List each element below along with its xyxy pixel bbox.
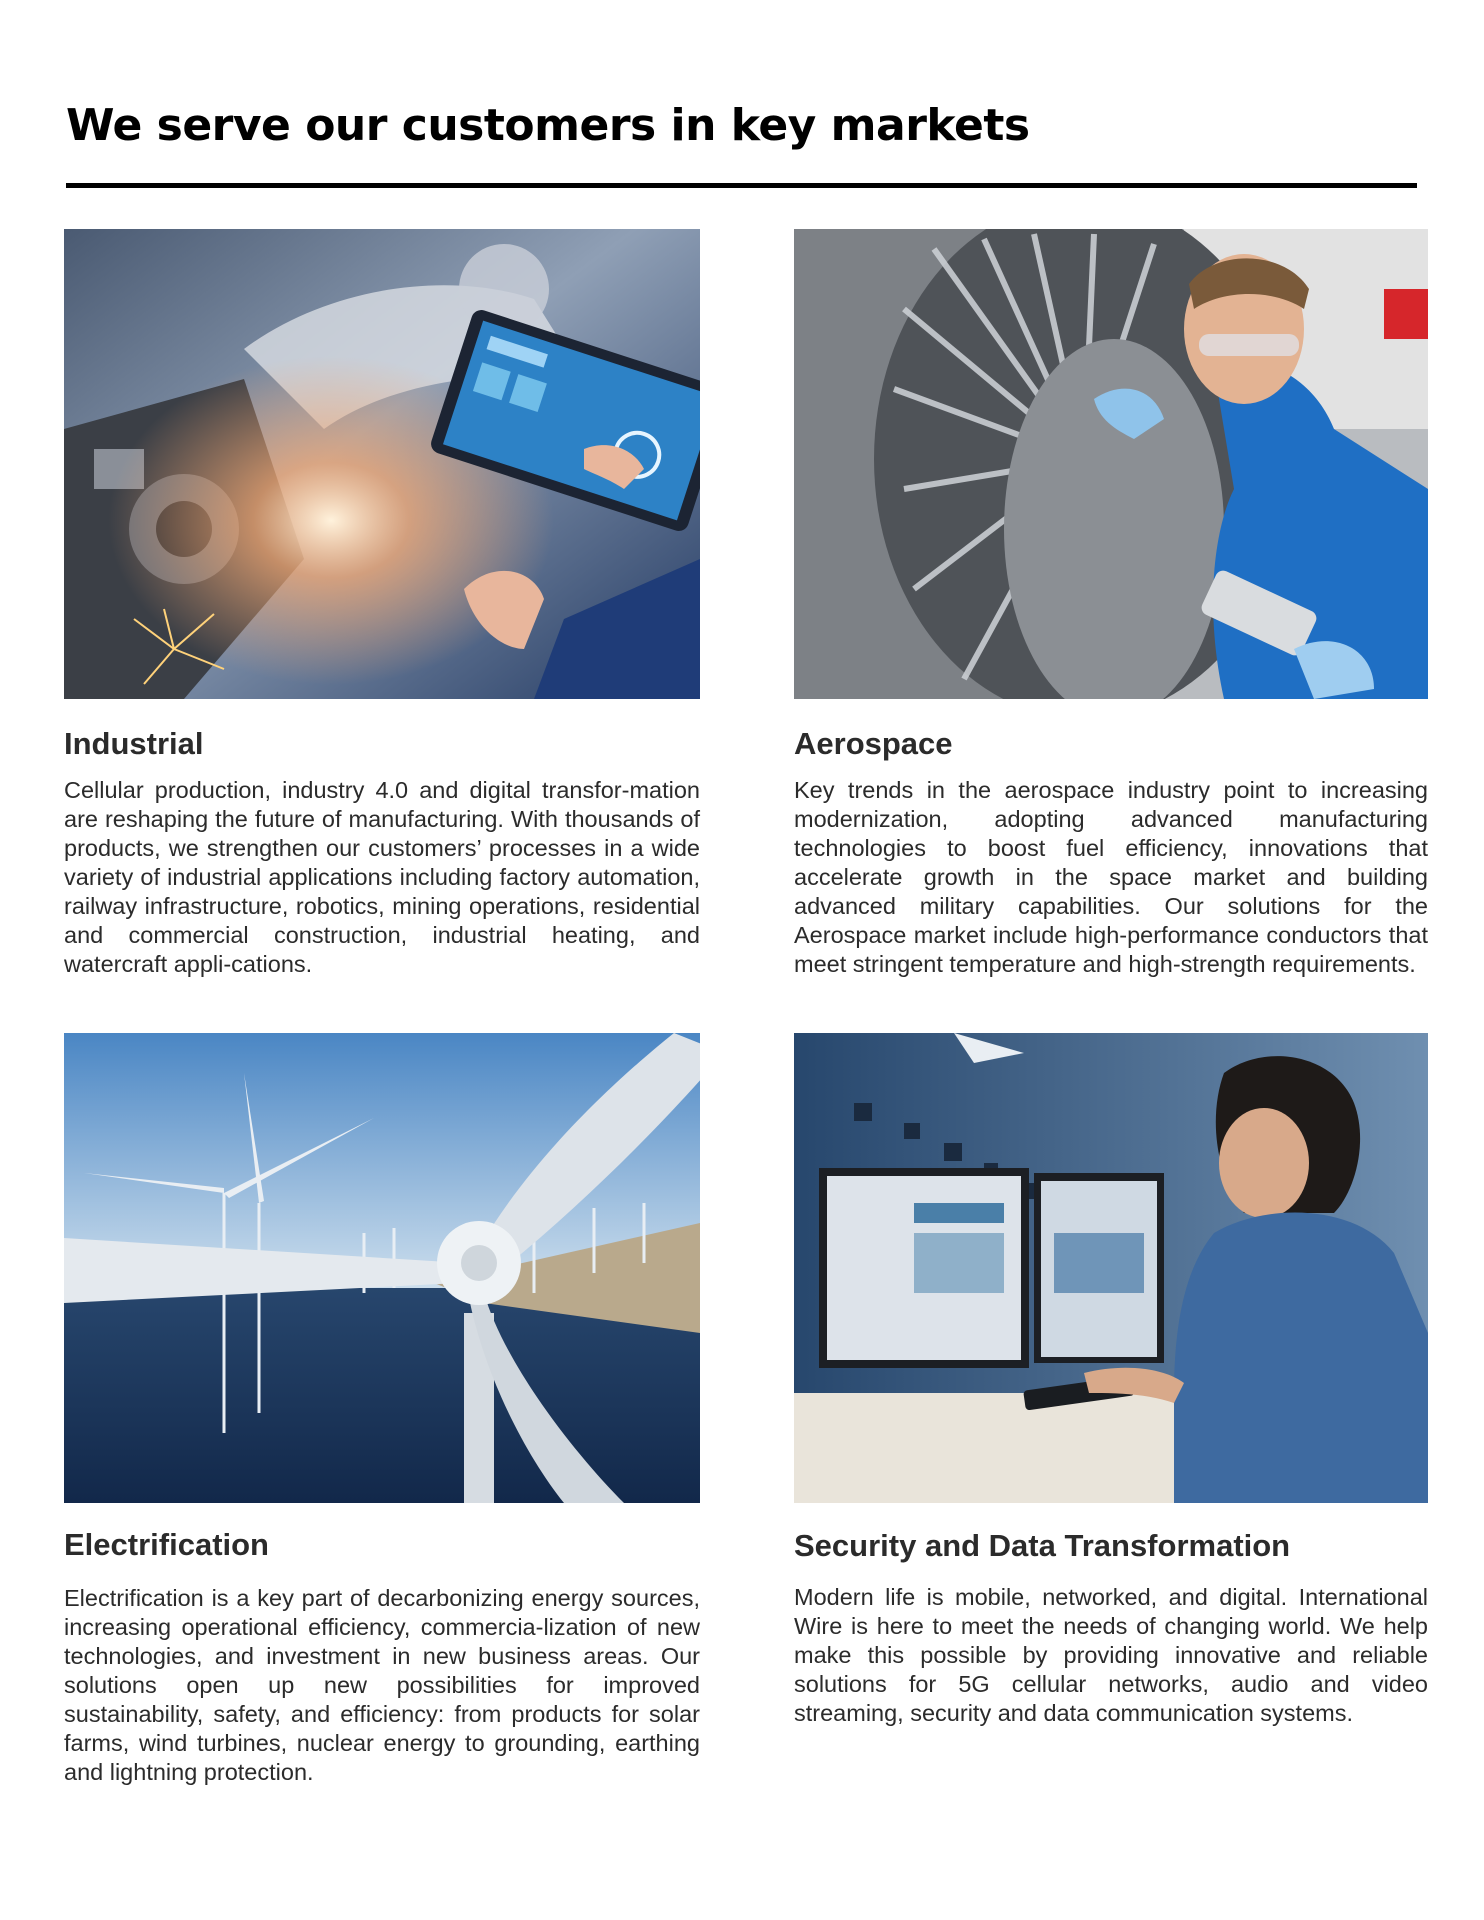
market-heading-security: Security and Data Transformation [794,1528,1291,1563]
page-title: We serve our customers in key markets [66,100,1030,151]
market-text-aerospace: Key trends in the aerospace industry point to increasing modernization, adopting advanced manufacturing technologies to boost fuel efficiency, innovations that accelerate growth in the space market and building advanced military capabilities. Our solutions for the Aerospace market include high-performance conductors that meet stringent temperature and high-strength requirements. [794,777,1428,977]
engineer-at-monitors-photo [794,1033,1428,1503]
market-text-electrification: Electrification is a key part of decarbonizing energy sources, increasing operational efficiency, commercia-lization of new technologies, and investment in new business areas. Our solutions open up new possibilities for improved sustainability, safety, and efficiency: from products for solar farms, wind turbines, nuclear energy to grounding, earthing and lightning protection. [64,1585,700,1785]
market-card-electrification [64,1033,700,1787]
market-heading-electrification: Electrification [64,1527,269,1562]
industrial-robot-tablet-photo [64,229,700,699]
market-text-industrial: Cellular production, industry 4.0 and digital transfor-mation are reshaping the future of manufacturing. With thousands of products, we strengthen our customers’ processes in a wide variety of industrial applications including factory automation, railway infrastructure, robotics, mining operations, residential and commercial construction, industrial heating, and watercraft appli-cations. [64,777,700,977]
market-heading-aerospace: Aerospace [794,726,953,761]
market-heading-industrial: Industrial [64,726,204,761]
offshore-wind-turbine-photo [64,1033,700,1503]
jet-engine-inspection-photo [794,229,1428,699]
market-card-aerospace [794,229,1428,979]
title-divider [66,183,1417,188]
market-card-industrial [64,229,700,979]
market-card-security [794,1033,1428,1728]
market-text-security: Modern life is mobile, networked, and digital. International Wire is here to meet the needs of changing world. We help make this possible by providing innovative and reliable solutions for 5G cellular networks, audio and video streaming, security and data communication systems. [794,1584,1428,1726]
